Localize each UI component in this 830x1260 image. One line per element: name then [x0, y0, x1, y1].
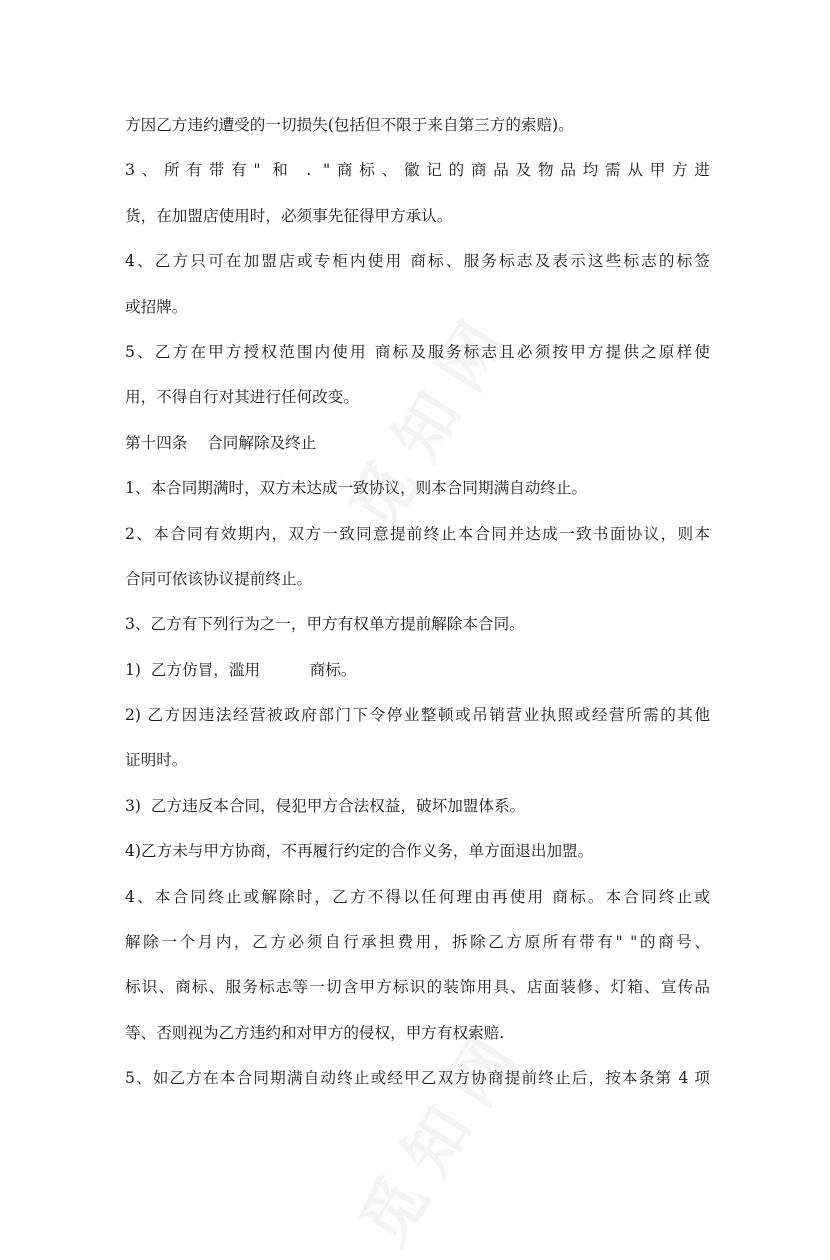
text-line: 3、所有带有" 和 . "商标、徽记的商品及物品均需从甲方进	[125, 161, 710, 180]
text-line: 标识、商标、服务标志等一切含甲方标识的装饰用具、店面装修、灯箱、宣传品	[125, 978, 710, 997]
text-line: 或招牌。	[125, 297, 188, 316]
text-line: 2) 乙方因违法经营被政府部门下令停业整顿或吊销营业执照或经营所需的其他	[125, 706, 710, 725]
text-line: 3、乙方有下列行为之一，甲方有权单方提前解除本合同。	[125, 615, 525, 634]
text-line: 方因乙方违约遭受的一切损失(包括但不限于来自第三方的索赔)。	[125, 116, 574, 134]
text-line: 2、本合同有效期内，双方一致同意提前终止本合同并达成一致书面协议，则本	[125, 524, 710, 543]
text-line: 4、本合同终止或解除时，乙方不得以任何理由再使用 商标。本合同终止或	[125, 887, 710, 906]
text-line: 证明时。	[125, 751, 188, 770]
text-line: 1、本合同期满时，双方未达成一致协议，则本合同期满自动终止。	[125, 479, 588, 498]
text-line: 3) 乙方违反本合同，侵犯甲方合法权益，破坏加盟体系。	[125, 796, 526, 815]
section-heading: 第十四条 合同解除及终止	[125, 433, 317, 452]
text-line: 用，不得自行对其进行任何改变。	[125, 388, 359, 407]
text-line: 等、否则视为乙方违约和对甲方的侵权，甲方有权索赔.	[125, 1023, 505, 1042]
text-line: 5、如乙方在本合同期满自动终止或经甲乙双方协商提前终止后，按本条第 4 项	[125, 1069, 710, 1088]
text-line: 合同可依该协议提前终止。	[125, 569, 313, 588]
text-line: 1) 乙方仿冒，滥用 商标。	[125, 660, 357, 679]
text-line: 4)乙方未与甲方协商，不再履行约定的合作义务，单方面退出加盟。	[125, 842, 594, 861]
text-line: 5、乙方在甲方授权范围内使用 商标及服务标志且必须按甲方提供之原样使	[125, 342, 710, 361]
text-line: 货，在加盟店使用时，必须事先征得甲方承认。	[125, 206, 453, 225]
text-line: 解除一个月内，乙方必须自行承担费用，拆除乙方原所有带有" "的商号、	[125, 933, 710, 952]
text-line: 4、乙方只可在加盟店或专柜内使用 商标、服务标志及表示这些标志的标签	[125, 252, 710, 271]
document-body	[125, 103, 710, 1102]
